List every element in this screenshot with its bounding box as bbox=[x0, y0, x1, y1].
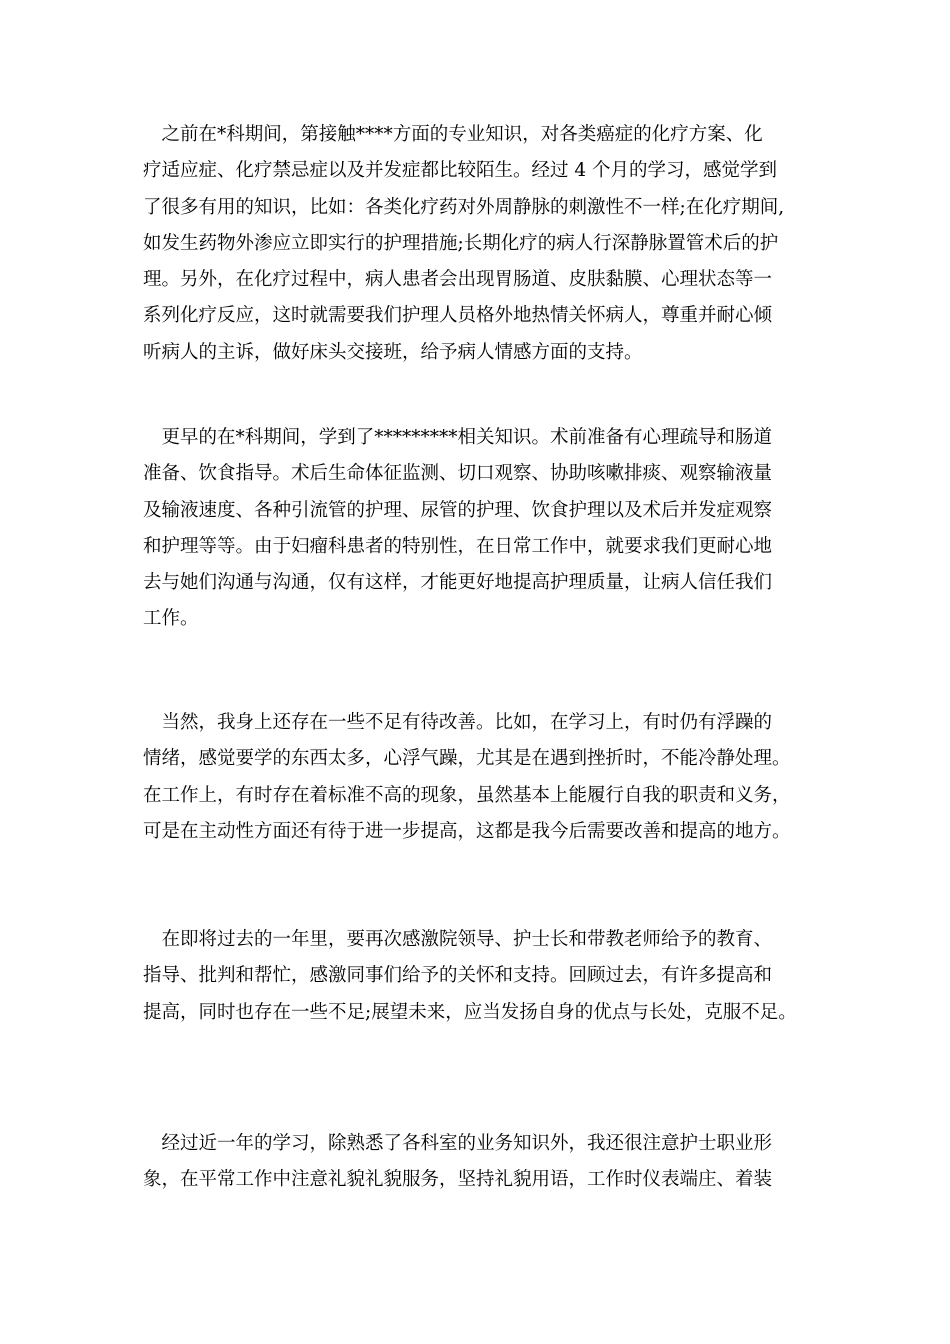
text-line: 在即将过去的一年里，要再次感激院领导、护士长和带教老师给予的教育、 bbox=[143, 929, 773, 950]
text-line: 当然，我身上还存在一些不足有待改善。比如，在学习上，有时仍有浮躁的 bbox=[143, 712, 773, 733]
text-line: 之前在*科期间，第接触****方面的专业知识，对各类癌症的化疗方案、化 bbox=[143, 124, 763, 145]
text-line: 听病人的主诉，做好床头交接班，给予病人情感方面的支持。 bbox=[143, 341, 643, 363]
paragraph-surgery bbox=[143, 420, 823, 638]
text-line: 可是在主动性方面还有待于进一步提高，这都是我今后需要改善和提高的地方。 bbox=[143, 820, 791, 842]
paragraph-professional-image bbox=[143, 1126, 823, 1199]
text-line: 了很多有用的知识，比如：各类化疗药对外周静脉的刺激性不一样;在化疗期间, bbox=[143, 196, 785, 218]
text-line: 系列化疗反应，这时就需要我们护理人员格外地热情关怀病人，尊重并耐心倾 bbox=[143, 305, 773, 327]
paragraph-shortcomings bbox=[143, 705, 823, 850]
text-line: 指导、批判和帮忙，感激同事们给予的关怀和支持。回顾过去，有许多提高和 bbox=[143, 965, 773, 987]
text-line: 和护理等等。由于妇瘤科患者的特别性，在日常工作中，就要求我们更耐心地 bbox=[143, 535, 773, 557]
text-line: 提高，同时也存在一些不足;展望未来，应当发扬自身的优点与长处，克服不足。 bbox=[143, 1001, 797, 1023]
text-line: 理。另外，在化疗过程中，病人患者会出现胃肠道、皮肤黏膜、心理状态等一 bbox=[143, 269, 773, 291]
text-line: 如发生药物外渗应立即实行的护理措施;长期化疗的病人行深静脉置管术后的护 bbox=[143, 232, 779, 254]
text-line: 及输液速度、各种引流管的护理、尿管的护理、饮食护理以及术后并发症观察 bbox=[143, 499, 773, 521]
paragraph-gratitude bbox=[143, 922, 823, 1031]
text-line: 工作。 bbox=[143, 608, 199, 630]
text-line: 经过近一年的学习，除熟悉了各科室的业务知识外，我还很注意护士职业形 bbox=[143, 1133, 773, 1154]
text-line: 情绪，感觉要学的东西太多，心浮气躁，尤其是在遇到挫折时，不能冷静处理。 bbox=[143, 748, 791, 770]
paragraph-chemotherapy bbox=[143, 117, 823, 371]
text-line: 更早的在*科期间，学到了*********相关知识。术前准备有心理疏导和肠道 bbox=[143, 427, 773, 448]
text-line: 疗适应症、化疗禁忌症以及并发症都比较陌生。经过 4 个月的学习，感觉学到 bbox=[143, 160, 778, 182]
text-line: 在工作上，有时存在着标准不高的现象，虽然基本上能履行自我的职责和义务， bbox=[143, 784, 791, 806]
text-line: 准备、饮食指导。术后生命体征监测、切口观察、协助咳嗽排痰、观察输液量 bbox=[143, 463, 773, 485]
text-line: 象，在平常工作中注意礼貌礼貌服务，坚持礼貌用语，工作时仪表端庄、着装 bbox=[143, 1169, 773, 1191]
text-line: 去与她们沟通与沟通，仅有这样，才能更好地提高护理质量，让病人信任我们 bbox=[143, 572, 773, 594]
